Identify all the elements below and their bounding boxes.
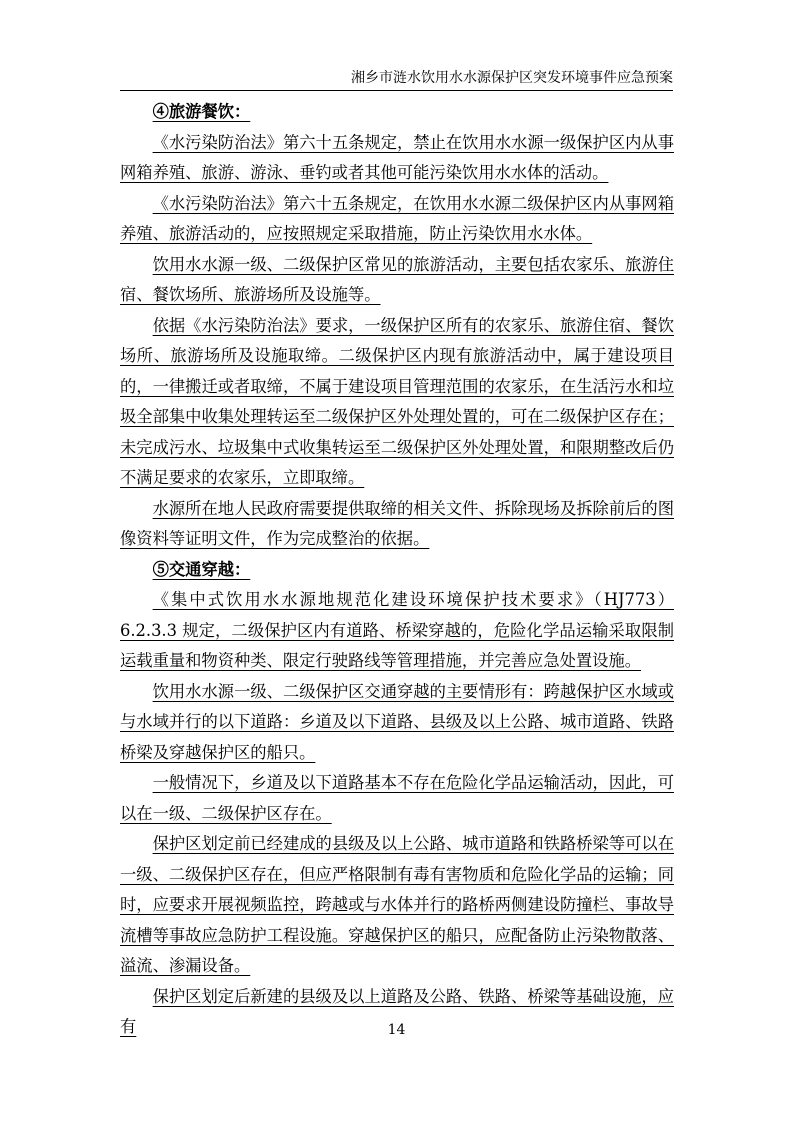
paragraph: 《集中式饮用水水源地规范化建设环境保护技术要求》（HJ773）6.2.3.3 规定，二级保护区内有道路、桥梁穿越的，危险化学品运输采取限制运载重量和物资种类、限定行驶路线等管理措施，并完善应急处置设施。 [120,590,674,670]
section-heading-tourism: ④旅游餐饮： [152,102,251,121]
page-body [120,97,674,1043]
paragraph: 饮用水水源一级、二级保护区交通穿越的主要情形有：跨越保护区水域或与水域并行的以下道路：乡道及以下道路、县级及以上公路、城市道路、铁路桥梁及穿越保护区的船只。 [120,681,674,762]
document-title: 湘乡市涟水饮用水水源保护区突发环境事件应急预案 [351,70,673,86]
paragraph: 《水污染防治法》第六十五条规定，在饮用水水源二级保护区内从事网箱养殖、旅游活动的，应按照规定采取措施，防止污染饮用水水体。 [120,193,674,243]
paragraph: 水源所在地人民政府需要提供取缔的相关文件、拆除现场及拆除前后的图像资料等证明文件，作为完成整治的依据。 [120,498,674,548]
paragraph: 一般情况下，乡道及以下道路基本不存在危险化学品运输活动，因此，可以在一级、二级保护区存在。 [120,773,674,823]
paragraph: 保护区划定前已经建成的县级及以上公路、城市道路和铁路桥梁等可以在一级、二级保护区存在，但应严格限制有毒有害物质和危险化学品的运输；同时，应要求开展视频监控，跨越或与水体并行的路桥两侧建设防撞栏、事故导流槽等事故应急防护工程设施。穿越保护区的船只，应配备防止污染物散落、溢流、渗漏设备。 [120,834,674,975]
section-heading-traffic: ⑤交通穿越： [152,559,251,579]
running-header [120,68,673,91]
page-number: 14 [387,1022,406,1038]
paragraph: 饮用水水源一级、二级保护区常见的旅游活动，主要包括农家乐、旅游住宿、餐饮场所、旅游场所及设施等。 [120,254,674,304]
paragraph: 保护区划定后新建的县级及以上道路及公路、铁路、桥梁等基础设施，应有 [120,986,674,1036]
paragraph: 《水污染防治法》第六十五条规定，禁止在饮用水水源一级保护区内从事网箱养殖、旅游、游泳、垂钓或者其他可能污染饮用水水体的活动。 [120,132,674,182]
paragraph: 依据《水污染防治法》要求，一级保护区所有的农家乐、旅游住宿、餐饮场所、旅游场所及设施取缔。二级保护区内现有旅游活动中，属于建设项目的，一律搬迁或者取缔，不属于建设项目管理范围的农家乐，在生活污水和垃圾全部集中收集处理转运至二级保护区外处理处置的，可在二级保护区存在；未完成污水、垃圾集中式收集转运至二级保护区外处理处置，和限期整改后仍不满足要求的农家乐，立即取缔。 [120,315,674,487]
